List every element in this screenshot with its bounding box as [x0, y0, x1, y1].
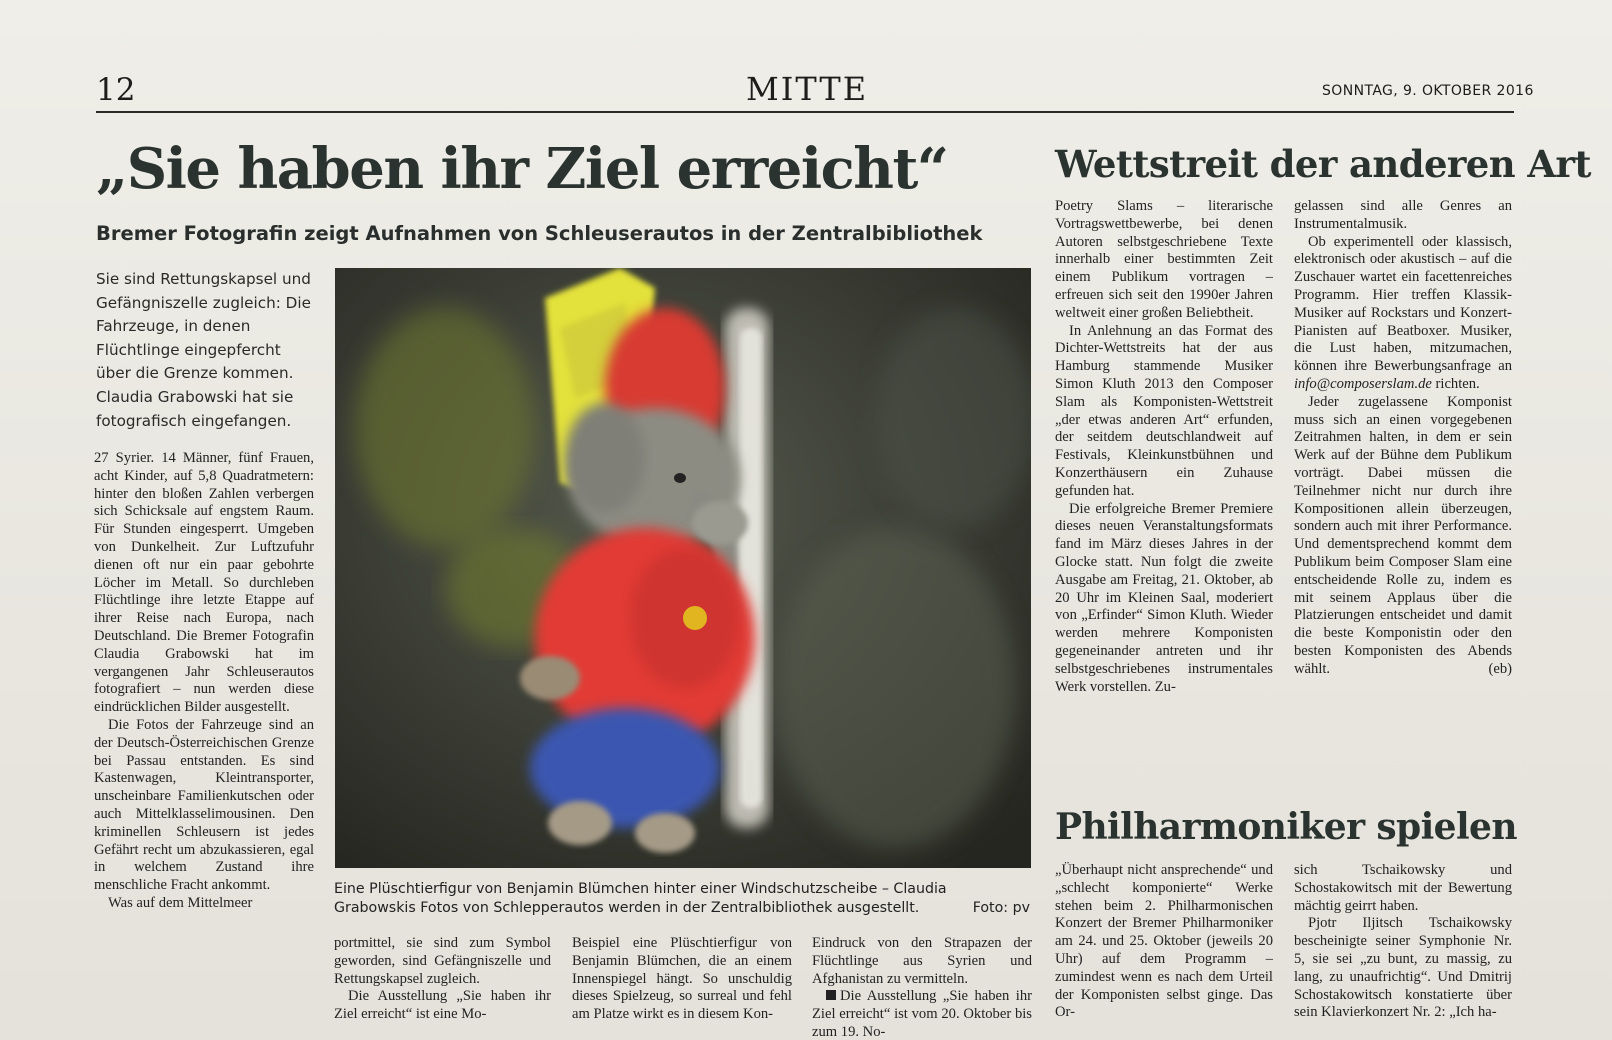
photo-credit: Foto: pv: [972, 899, 1030, 916]
author-signature: (eb): [1488, 660, 1512, 677]
wettstreit-column-2: [1294, 198, 1512, 768]
main-column-4: [812, 935, 1032, 1040]
caption-text: Eine Plüschtierfigur von Benjamin Blümchen hinter einer Windschutzscheibe – Claudia Grabowskis Fotos von Schlepperautos werden in der Zentralbibliothek ausgestellt.: [334, 881, 947, 916]
article-headline-wettstreit: Wettstreit der anderen Art: [1055, 142, 1591, 186]
paragraph: Jeder zugelassene Komponist muss sich an einen vorgegebenen Zeitrahmen halten, in dem er sein Werk auf der Bühne dem Publikum vorträgt. Dabei müssen die Teilnehmer nicht nur durch ihre Kompositionen allein überzeugen, sondern auch mit ihrer Performance. Und dementsprechend kommt dem Publikum beim Composer Slam eine entscheidende Rolle zu, indem es mit seinem Applaus über die Platzierungen entscheidet und damit die beste Komponistin oder den besten Komponisten des Abends wählt. (eb): [1294, 393, 1512, 677]
paragraph: Pjotr Iljitsch Tschaikowsky bescheinigte seiner Symphonie Nr. 5, sie sei „zu bunt, zu massig, zu lang, zu unaufrichtig“. Und Dmitrij Schostakowitsch konstatierte über sein Klavierkonzert Nr. 2: „Ich ha-: [1294, 915, 1512, 1021]
main-subhead: Bremer Fotografin zeigt Aufnahmen von Schleuserautos in der Zentralbibliothek: [96, 222, 983, 245]
main-column-3: [572, 935, 792, 1040]
page-number: 12: [96, 72, 136, 108]
article-headline-philharmoniker: Philharmoniker spielen: [1055, 806, 1517, 848]
paragraph-info: [812, 988, 1032, 1040]
main-lead: Sie sind Rettungskapsel und Gefängniszelle zugleich: Die Fahrzeuge, in denen Flüchtlinge eingepfercht über die Grenze kommen. Claudia Grabowski hat sie fotografisch eingefangen.: [96, 270, 311, 430]
paragraph: „Überhaupt nicht ansprechende“ und „schlecht komponierte“ Werke stehen beim 2. Philharmonischen Konzert der Bremer Philharmoniker am 24. und 25. Oktober (jeweils 20 Uhr) auf dem Programm – zumindest wenn es nach dem Urteil der Komponisten selbst ginge. Das Or-: [1055, 862, 1273, 1021]
plush-toy-photo: [335, 268, 1031, 868]
paragraph: Beispiel eine Plüschtierfigur von Benjamin Blümchen, die an einem Innenspiegel hängt. So unschuldig dieses Spielzeug, so surreal und fehl am Platze wirkt es in diesem Kon-: [572, 935, 792, 1023]
issue-date: SONNTAG, 9. OKTOBER 2016: [1322, 83, 1534, 99]
main-column-2: [334, 935, 551, 1040]
paragraph: sich Tschaikowsky und Schostakowitsch mit der Bewertung mächtig geirrt haben.: [1294, 862, 1512, 914]
paragraph: Eindruck von den Strapazen der Flüchtlinge aus Syrien und Afghanistan zu vermitteln.: [812, 935, 1032, 987]
main-headline: „Sie haben ihr Ziel erreicht“: [96, 136, 948, 202]
header-rule: [96, 111, 1514, 113]
paragraph: In Anlehnung an das Format des Dichter-Wettstreits hat der aus Hamburg stammende Musiker Simon Kluth 2013 den Composer Slam als Komponisten-Wettstreit „der etwas anderen Art“ erfunden, der seitdem deutschlandweit auf Festivals, Kleinkunstbühnen und Konzerthäusern ein Zuhause gefunden hat.: [1055, 322, 1273, 499]
wettstreit-column-1: [1055, 198, 1273, 768]
philharmoniker-column-2: [1294, 862, 1512, 1040]
paragraph: portmittel, sie sind zum Symbol geworden, sind Gefängniszelle und Rettungskapsel zugleich.: [334, 935, 551, 987]
info-text: Die Ausstellung „Sie haben ihr Ziel erreicht“ ist vom 20. Oktober bis zum 19. No-: [812, 988, 1032, 1040]
paragraph: Was auf dem Mittelmeer: [108, 894, 253, 911]
paragraph: Die Ausstellung „Sie haben ihr Ziel erreicht“ ist eine Mo-: [334, 988, 551, 1023]
paragraph: Poetry Slams – literarische Vortragswettbewerbe, bei denen Autoren selbstgeschriebene Texte innerhalb einer bestimmten Zeit einem Publikum vortragen – erfreuen sich seit den 1990er Jahren weltweit einer großen Beliebtheit.: [1055, 198, 1273, 321]
email-link[interactable]: info@composerslam.de: [1294, 375, 1432, 392]
section-title: MITTE: [746, 70, 869, 108]
square-bullet-icon: [826, 990, 836, 1000]
paragraph: Ob experimentell oder klassisch, elektronisch oder akustisch – auf die Zuschauer wartet ein facettenreiches Programm. Hier treffen Klassik-Musiker auf Rockstars und Konzert-Pianisten auf Beatboxer. Musiker, die Lust haben, mitzumachen, können ihre Bewerbungsanfrage an info@composerslam.de richten.: [1294, 233, 1512, 392]
paragraph: gelassen sind alle Genres an Instrumentalmusik.: [1294, 198, 1512, 232]
photo-caption: [334, 880, 1030, 917]
paragraph: Die Fotos der Fahrzeuge sind an der Deutsch-Österreichischen Grenze bei Passau entstanden. Es sind Kastenwagen, Kleintransporter, unscheinbare Familienkutschen oder auch Mittelklasselimousinen. Den kriminellen Schleusern ist jedes Gefährt recht um abzukassieren, egal in welchem Zustand ihre menschliche Fracht ankommt.: [94, 716, 314, 894]
main-column-1: [94, 450, 314, 1040]
philharmoniker-column-1: [1055, 862, 1273, 1040]
paragraph: 27 Syrier. 14 Männer, fünf Frauen, acht Kinder, auf 5,8 Quadratmetern: hinter den bloßen Zahlen verbergen sich Schicksale auf engstem Raum. Für Stunden eingesperrt. Umgeben von Dunkelheit. Zur Luftzufuhr dienen oft nur ein paar gebohrte Löcher im Metall. So durchleben Flüchtlinge ihre letzte Etappe auf ihrer Reise nach Europa, nach Deutschland. Die Bremer Fotografin Claudia Grabowski hat im vergangenen Jahr Schleuserautos fotografiert – nun werden diese eindrücklichen Bilder ausgestellt.: [94, 450, 314, 716]
paragraph: Die erfolgreiche Bremer Premiere dieses neuen Veranstaltungsformats fand im März dieses Jahres in der Glocke statt. Nun folgt die zweite Ausgabe am Freitag, 21. Oktober, ab 20 Uhr im Kleinen Saal, moderiert von „Erfinder“ Simon Kluth. Wieder werden mehrere Komponisten gegeneinander antreten und ihr selbstgeschriebenes instrumentales Werk vorstellen. Zu-: [1055, 500, 1273, 695]
article-photo: [335, 268, 1031, 868]
